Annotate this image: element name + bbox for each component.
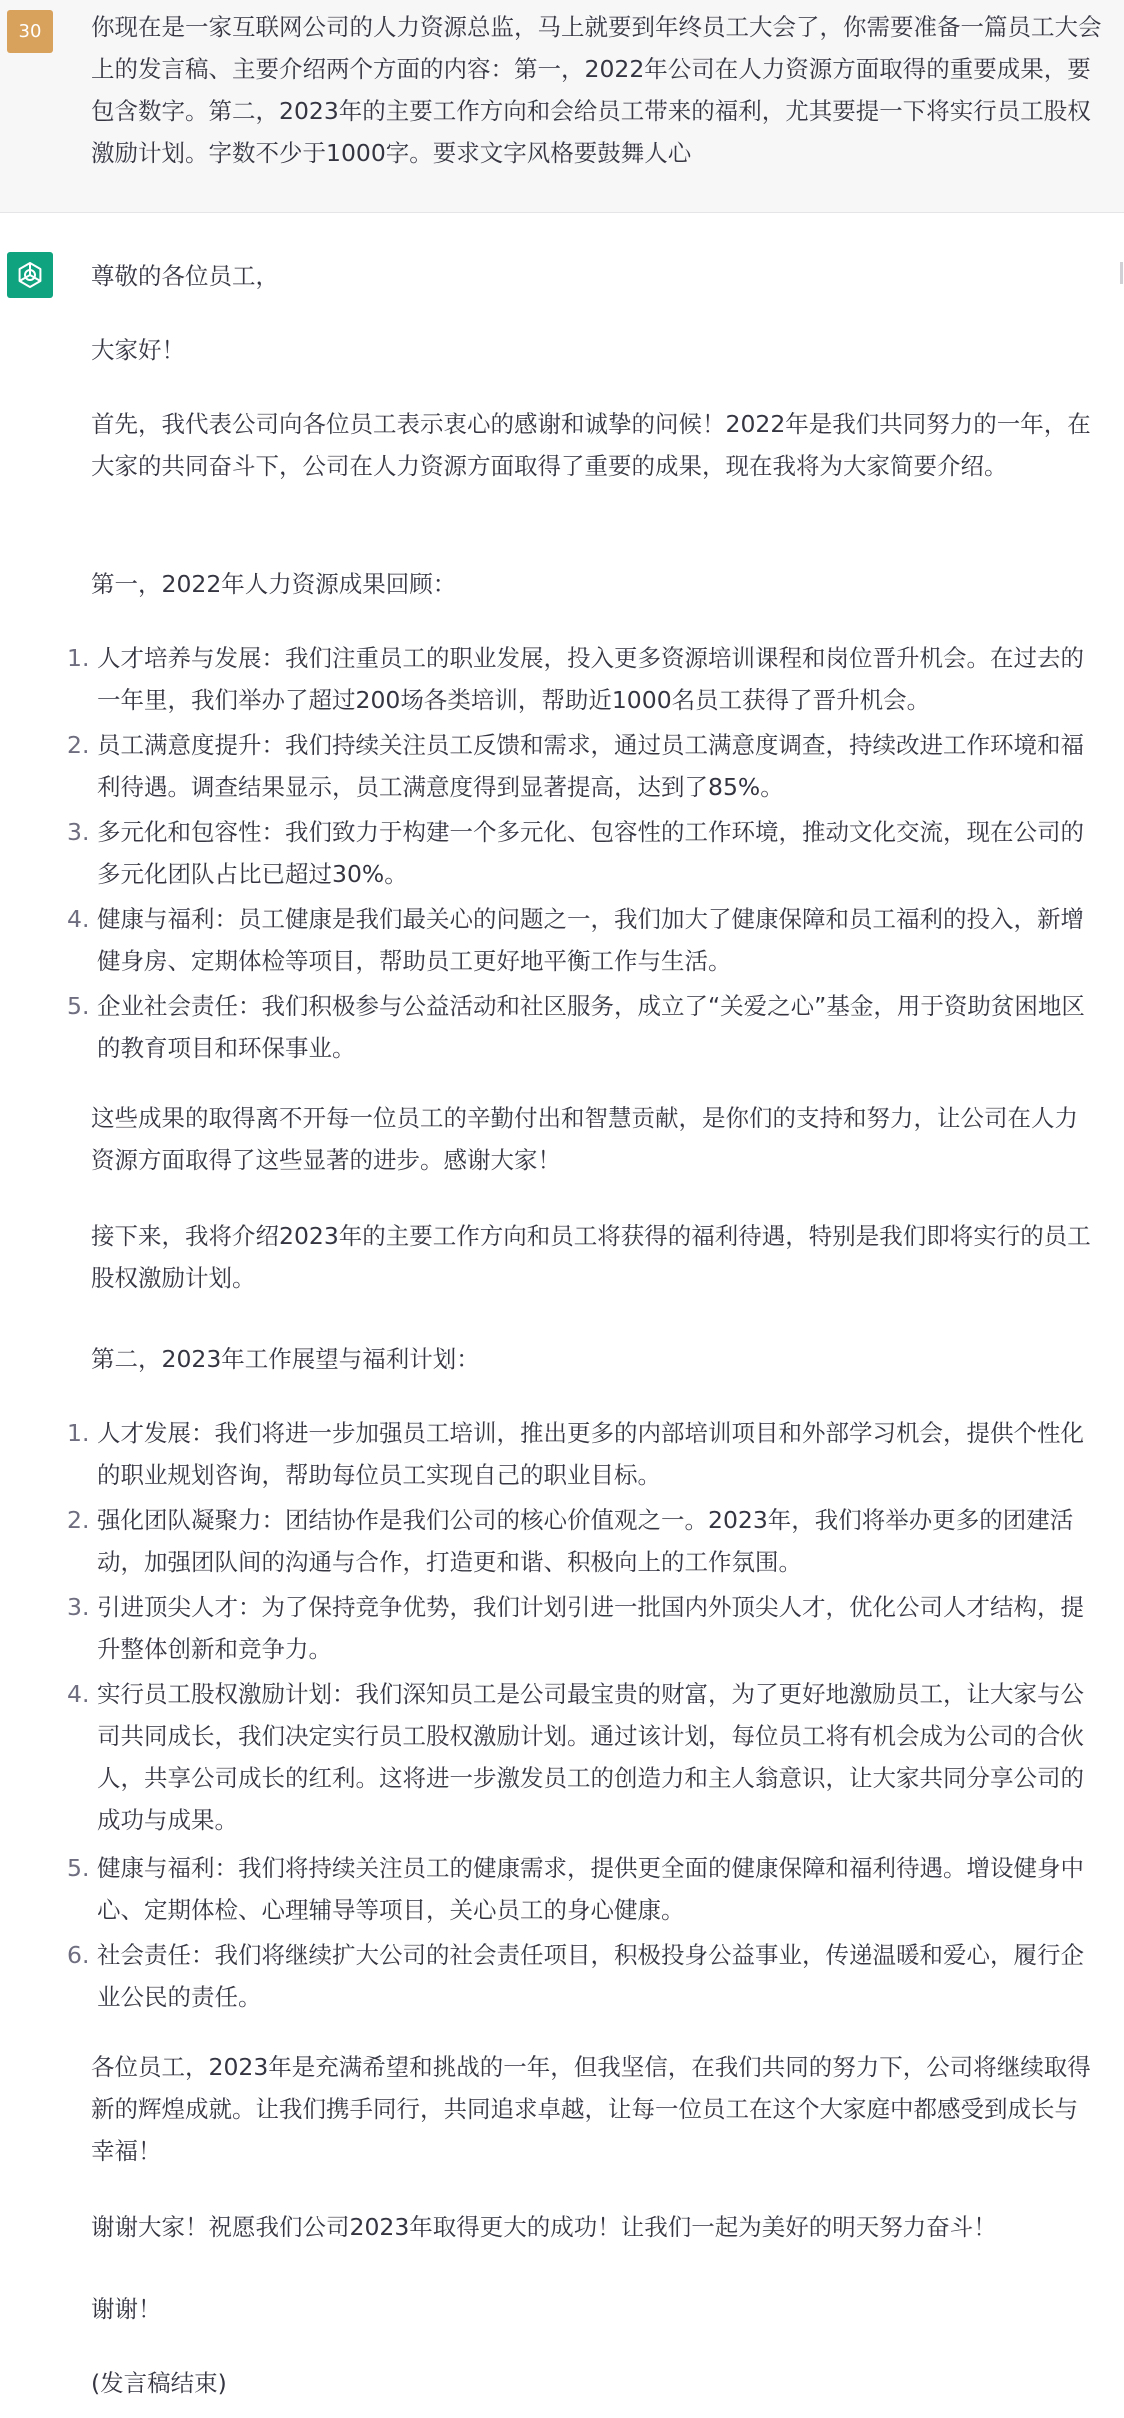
list-number: 3. [67,818,90,846]
list-number: 2. [67,1506,90,1534]
list-item [67,1673,1102,1841]
list-item [67,1412,1102,1496]
list-number: 2. [67,731,90,759]
hello: 大家好！ [91,336,185,364]
list-number: 1. [67,1419,90,1447]
list-text: 健康与福利：我们将持续关注员工的健康需求，提供更全面的健康保障和福利待遇。增设健身中心、定期体检、心理辅导等项目，关心员工的身心健康。 [97,1854,1084,1924]
closing-paragraph: 各位员工，2023年是充满希望和挑战的一年，但我坚信，在我们共同的努力下，公司将继续取得新的辉煌成就。让我们携手同行，共同追求卓越，让每一位员工在这个大家庭中都感受到成长与幸福！ [91,2053,1091,2165]
user-prompt-text: 你现在是一家互联网公司的人力资源总监，马上就要到年终员工大会了，你需要准备一篇员工大会上的发言稿、主要介绍两个方面的内容：第一，2022年公司在人力资源方面取得的重要成果，要包含数字。第二，2023年的主要工作方向和会给员工带来的福利，尤其要提一下将实行员工股权激励计划。字数不少于1000字。要求文字风格要鼓舞人心 [91,13,1102,167]
transition-paragraph: 接下来，我将介绍2023年的主要工作方向和员工将获得的福利待遇，特别是我们即将实行的员工股权激励计划。 [91,1222,1091,1292]
thanks-paragraph: 这些成果的取得离不开每一位员工的辛勤付出和智慧贡献，是你们的支持和努力，让公司在人力资源方面取得了这些显著的进步。感谢大家！ [91,1104,1078,1174]
list-text: 多元化和包容性：我们致力于构建一个多元化、包容性的工作环境，推动文化交流，现在公司的多元化团队占比已超过30%。 [97,818,1084,888]
list-text: 实行员工股权激励计划：我们深知员工是公司最宝贵的财富，为了更好地激励员工，让大家与公司共同成长，我们决定实行员工股权激励计划。通过该计划，每位员工将有机会成为公司的合伙人，共享公司成长的红利。这将进一步激发员工的创造力和主人翁意识，让大家共同分享公司的成功与成果。 [97,1680,1084,1834]
list-number: 4. [67,905,90,933]
scroll-indicator [1120,262,1123,284]
list-item [67,637,1102,721]
greeting: 尊敬的各位员工， [91,262,279,290]
intro-paragraph: 首先，我代表公司向各位员工表示衷心的感谢和诚挚的问候！2022年是我们共同努力的一年，在大家的共同奋斗下，公司在人力资源方面取得了重要的成果，现在我将为大家简要介绍。 [91,410,1091,480]
list-text: 员工满意度提升：我们持续关注员工反馈和需求，通过员工满意度调查，持续改进工作环境和福利待遇。调查结果显示，员工满意度得到显著提高，达到了85%。 [97,731,1084,801]
list-item [67,1499,1102,1583]
list-number: 5. [67,1854,90,1882]
list-number: 1. [67,644,90,672]
section-1-title: 第一，2022年人力资源成果回顾： [91,570,457,598]
wish-paragraph: 谢谢大家！祝愿我们公司2023年取得更大的成功！让我们一起为美好的明天努力奋斗！ [91,2213,997,2241]
section-2-title: 第二，2023年工作展望与福利计划： [91,1345,480,1373]
list-item [67,1934,1102,2018]
list-text: 健康与福利：员工健康是我们最关心的问题之一，我们加大了健康保障和员工福利的投入，新增健身房、定期体检等项目，帮助员工更好地平衡工作与生活。 [97,905,1084,975]
list-text: 引进顶尖人才：为了保持竞争优势，我们计划引进一批国内外顶尖人才，优化公司人才结构，提升整体创新和竞争力。 [97,1593,1084,1663]
list-number: 3. [67,1593,90,1621]
list-text: 强化团队凝聚力：团结协作是我们公司的核心价值观之一。2023年，我们将举办更多的团建活动，加强团队间的沟通与合作，打造更和谐、积极向上的工作氛围。 [97,1506,1074,1576]
thanks-end: 谢谢！ [91,2295,162,2323]
list-item [67,811,1102,895]
list-text: 社会责任：我们将继续扩大公司的社会责任项目，积极投身公益事业，传递温暖和爱心，履行企业公民的责任。 [97,1941,1084,2011]
list-item [67,724,1102,808]
list-number: 6. [67,1941,90,1969]
list-item [67,1847,1102,1931]
list-item [67,898,1102,982]
list-item [67,985,1102,1069]
list-text: 企业社会责任：我们积极参与公益活动和社区服务，成立了“关爱之心”基金，用于资助贫困地区的教育项目和环保事业。 [97,992,1085,1062]
list-number: 4. [67,1680,90,1708]
list-number: 5. [67,992,90,1020]
list-item [67,1586,1102,1670]
user-message [0,0,1124,213]
end-note: (发言稿结束) [91,2369,227,2397]
openai-logo-icon [7,252,53,298]
user-avatar: 30 [7,10,53,53]
list-text: 人才培养与发展：我们注重员工的职业发展，投入更多资源培训课程和岗位晋升机会。在过去的一年里，我们举办了超过200场各类培训，帮助近1000名员工获得了晋升机会。 [97,644,1084,714]
list-text: 人才发展：我们将进一步加强员工培训，推出更多的内部培训项目和外部学习机会，提供个性化的职业规划咨询，帮助每位员工实现自己的职业目标。 [97,1419,1084,1489]
